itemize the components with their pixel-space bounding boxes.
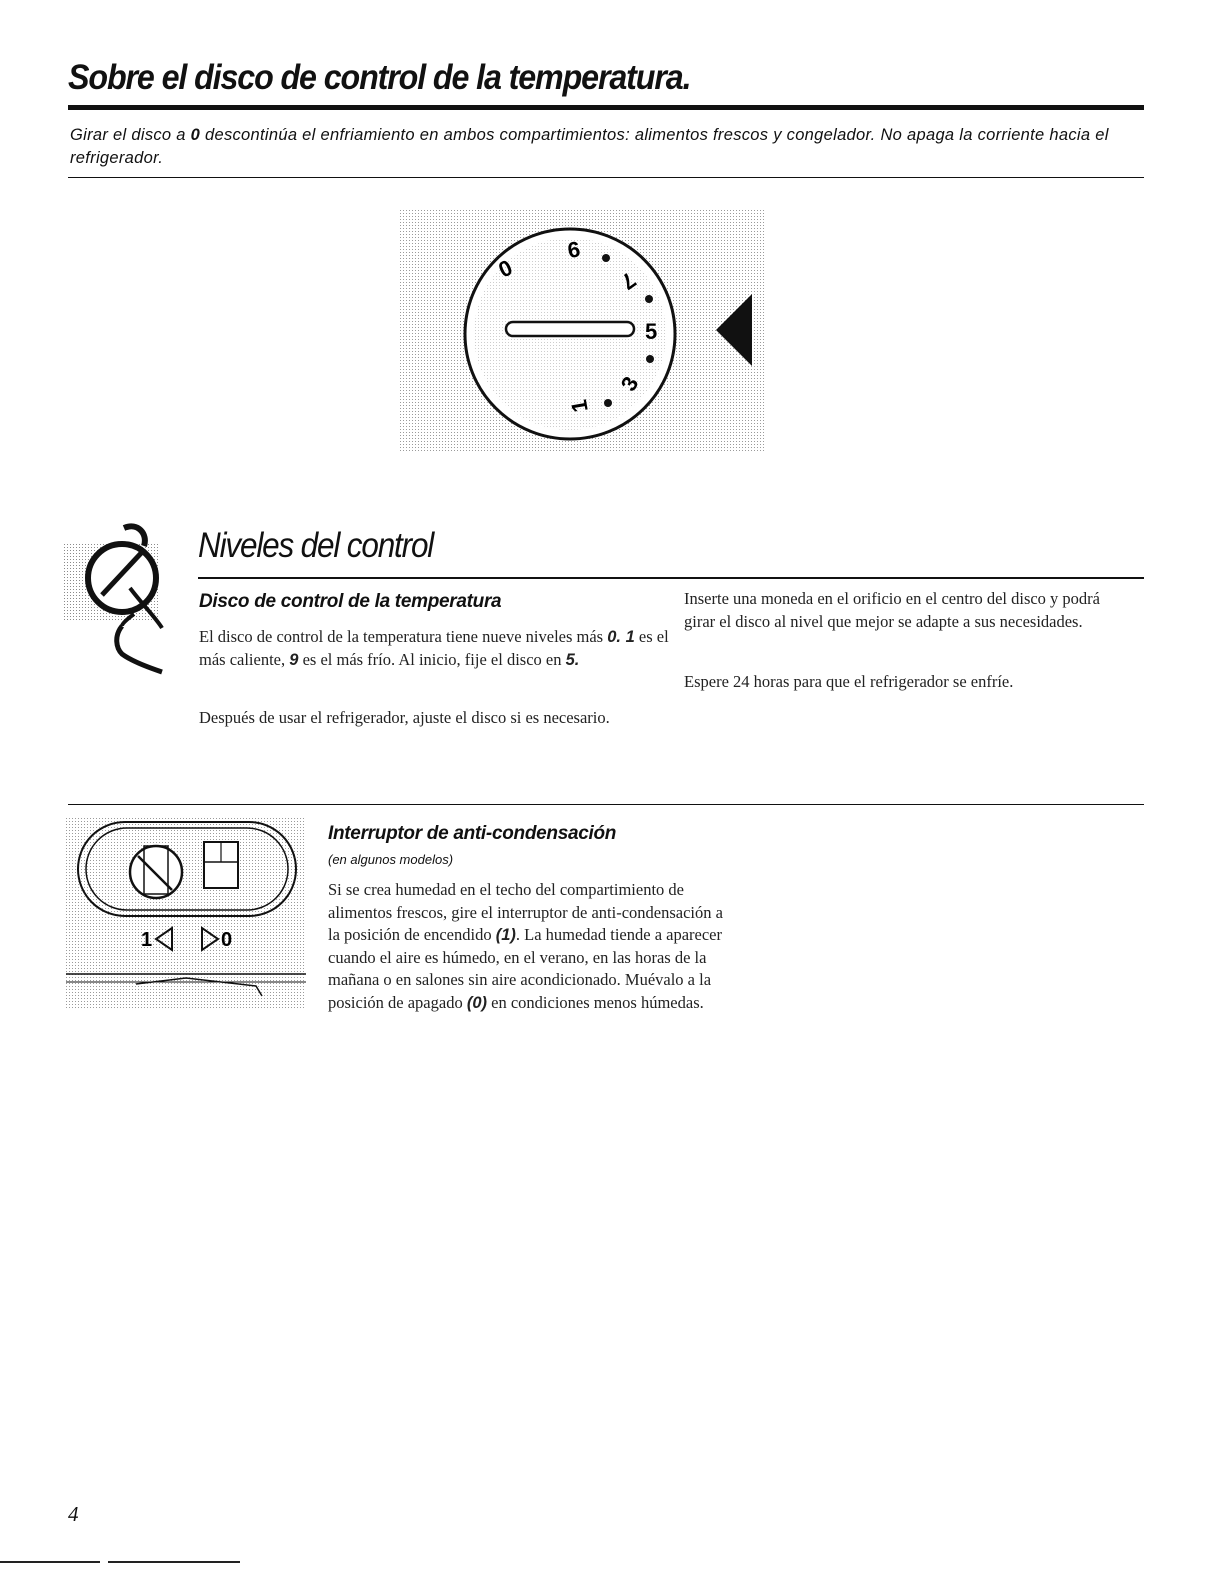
dial-number-3: 3 [615,372,644,396]
anti-subheading: (en algunos modelos) [328,852,454,867]
dial-number-7: 7 [616,267,641,295]
disco-heading: Disco de control de la temperatura [199,591,502,612]
dial-number-9: 9 [565,236,582,263]
intro-rule [68,177,1144,178]
dial-number-5: 5 [645,319,658,344]
switch-label-1: 1 [141,929,153,951]
section-rule [198,577,1144,579]
disco-paragraph-4: Espere 24 horas para que el refrigerador se enfríe. [684,672,1014,691]
disco-paragraph-3: Inserte una moneda en el orificio en el centro del disco y podrá girar el disco al nivel que mejor se adapte a sus necesidades. [684,589,1101,631]
anti-condensation-switch-illustration [66,818,306,1010]
anti-heading: Interruptor de anti-condensación [328,823,617,844]
title-rule [68,105,1144,110]
page-title: Sobre el disco de control de la temperatura. [68,58,691,97]
dial-number-0: 0 [494,254,517,283]
hand-turning-knob-icon [64,520,174,680]
section-divider [68,804,1144,805]
bottom-edge-mark [0,1561,240,1563]
switch-label-0: 0 [221,929,233,951]
section-heading: Niveles del control [198,526,434,565]
disco-paragraph-2: Después de usar el refrigerador, ajuste el disco si es necesario. [199,708,610,727]
temperature-dial-illustration [400,210,768,454]
disco-paragraph-1: El disco de control de la temperatura tiene nueve niveles más 0. 1 es el más caliente, 9 es el más frío. Al inicio, fije el disco en 5. [199,627,669,669]
dial-number-1: 1 [566,397,593,415]
anti-paragraph: Si se crea humedad en el techo del compartimiento de alimentos frescos, gire el interruptor de anti-condensación a la posición de encendido (1). La humedad tiende a aparecer cuando el aire es húmedo, en el verano, en las horas de la mañana o en salones sin aire acondicionado. Muévalo a la posición de apagado (0) en condiciones menos húmedas. [328,880,723,1012]
intro-paragraph: Girar el disco a 0 descontinúa el enfriamiento en ambos compartimientos: alimentos frescos y congelador. No apaga la corriente hacia el refrigerador. [70,126,1109,167]
page-number: 4 [68,1502,79,1526]
